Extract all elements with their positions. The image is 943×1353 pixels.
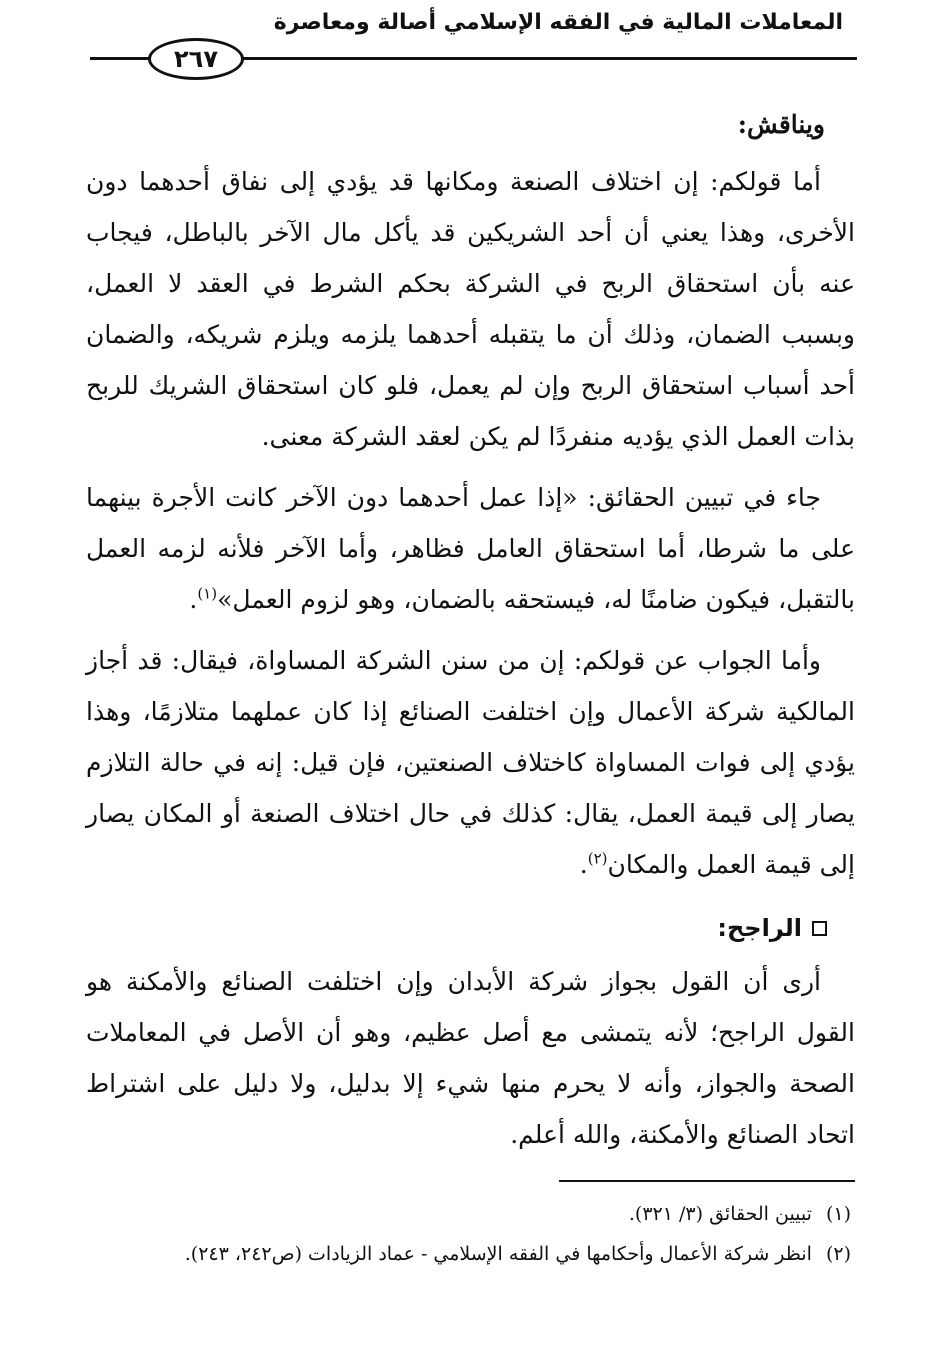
footnote-ref-1[interactable]: (١): [197, 584, 218, 603]
section-heading-text: الراجح:: [717, 914, 802, 942]
section-heading-preferred: [86, 908, 855, 948]
answer-tail: .: [579, 850, 588, 879]
footnote-rule: [559, 1180, 855, 1182]
quote-tail: .: [189, 585, 198, 614]
footnote-number: (٢): [825, 1243, 851, 1265]
main-content: [86, 100, 855, 1170]
footnote-1: [86, 1194, 851, 1234]
footnotes: [86, 1194, 851, 1274]
answer-paragraph: [86, 635, 855, 890]
page-number: ٢٦٧: [148, 38, 244, 80]
answer-text: وأما الجواب عن قولكم: إن من سنن الشركة المساواة، فيقال: قد أجاز المالكية شركة الأعمال وإن اختلفت الصنائع إذا كان عملهما متلازمًا، وهذا يؤدي إلى فوات المساواة كاختلاف الصنعتين، فإن قيل: إنه في حالة التلازم يصار إلى قيمة العمل، يقال: كذلك في حال اختلاف الصنعة أو المكان يصار إلى قيمة العمل والمكان: [86, 646, 855, 879]
footnote-ref-2[interactable]: (٢): [587, 849, 608, 868]
square-bullet-icon: [812, 921, 827, 936]
discussion-paragraph: أما قولكم: إن اختلاف الصنعة ومكانها قد يؤدي إلى نفاق أحدهما دون الأخرى، وهذا يعني أن أحد الشريكين قد يأكل مال الآخر بالباطل، فيجاب عنه بأن استحقاق الربح في الشركة بحكم الشرط في العقد لا العمل، وبسبب الضمان، وذلك أن ما يتقبله أحدهما يلزمه ويلزم شريكه، والضمان أحد أسباب استحقاق الربح وإن لم يعمل، فلو كان استحقاق الشريك للربح بذات العمل الذي يؤديه منفردًا لم يكن لعقد الشركة معنى.: [86, 167, 855, 451]
discussion-label: ويناقش:: [737, 110, 825, 139]
footnote-text: انظر شركة الأعمال وأحكامها في الفقه الإسلامي - عماد الزيادات (ص٢٤٢، ٢٤٣).: [184, 1243, 812, 1265]
footnote-number: (١): [825, 1203, 851, 1225]
preferred-paragraph: أرى أن القول بجواز شركة الأبدان وإن اختلفت الصنائع والأمكنة هو القول الراجح؛ لأنه يتمشى مع أصل عظيم، وهو أن الأصل في المعاملات الصحة والجواز، وأنه لا يحرم منها شيء إلا بدليل، ولا دليل على اشتراط اتحاد الصنائع والأمكنة، والله أعلم.: [86, 967, 855, 1149]
footnote-text: تبيين الحقائق (٣/ ٣٢١).: [628, 1203, 812, 1225]
quote-paragraph: [86, 472, 855, 625]
running-header: المعاملات المالية في الفقه الإسلامي أصالة ومعاصرة: [273, 10, 843, 35]
footnote-2: [86, 1234, 851, 1274]
quote-text: جاء في تبيين الحقائق: «إذا عمل أحدهما دون الآخر كانت الأجرة بينهما على ما شرطا، أما استحقاق العامل فظاهر، وأما الآخر فلأنه لزمه العمل بالتقبل، فيكون ضامنًا له، فيستحقه بالضمان، وهو لزوم العمل»: [86, 483, 855, 614]
